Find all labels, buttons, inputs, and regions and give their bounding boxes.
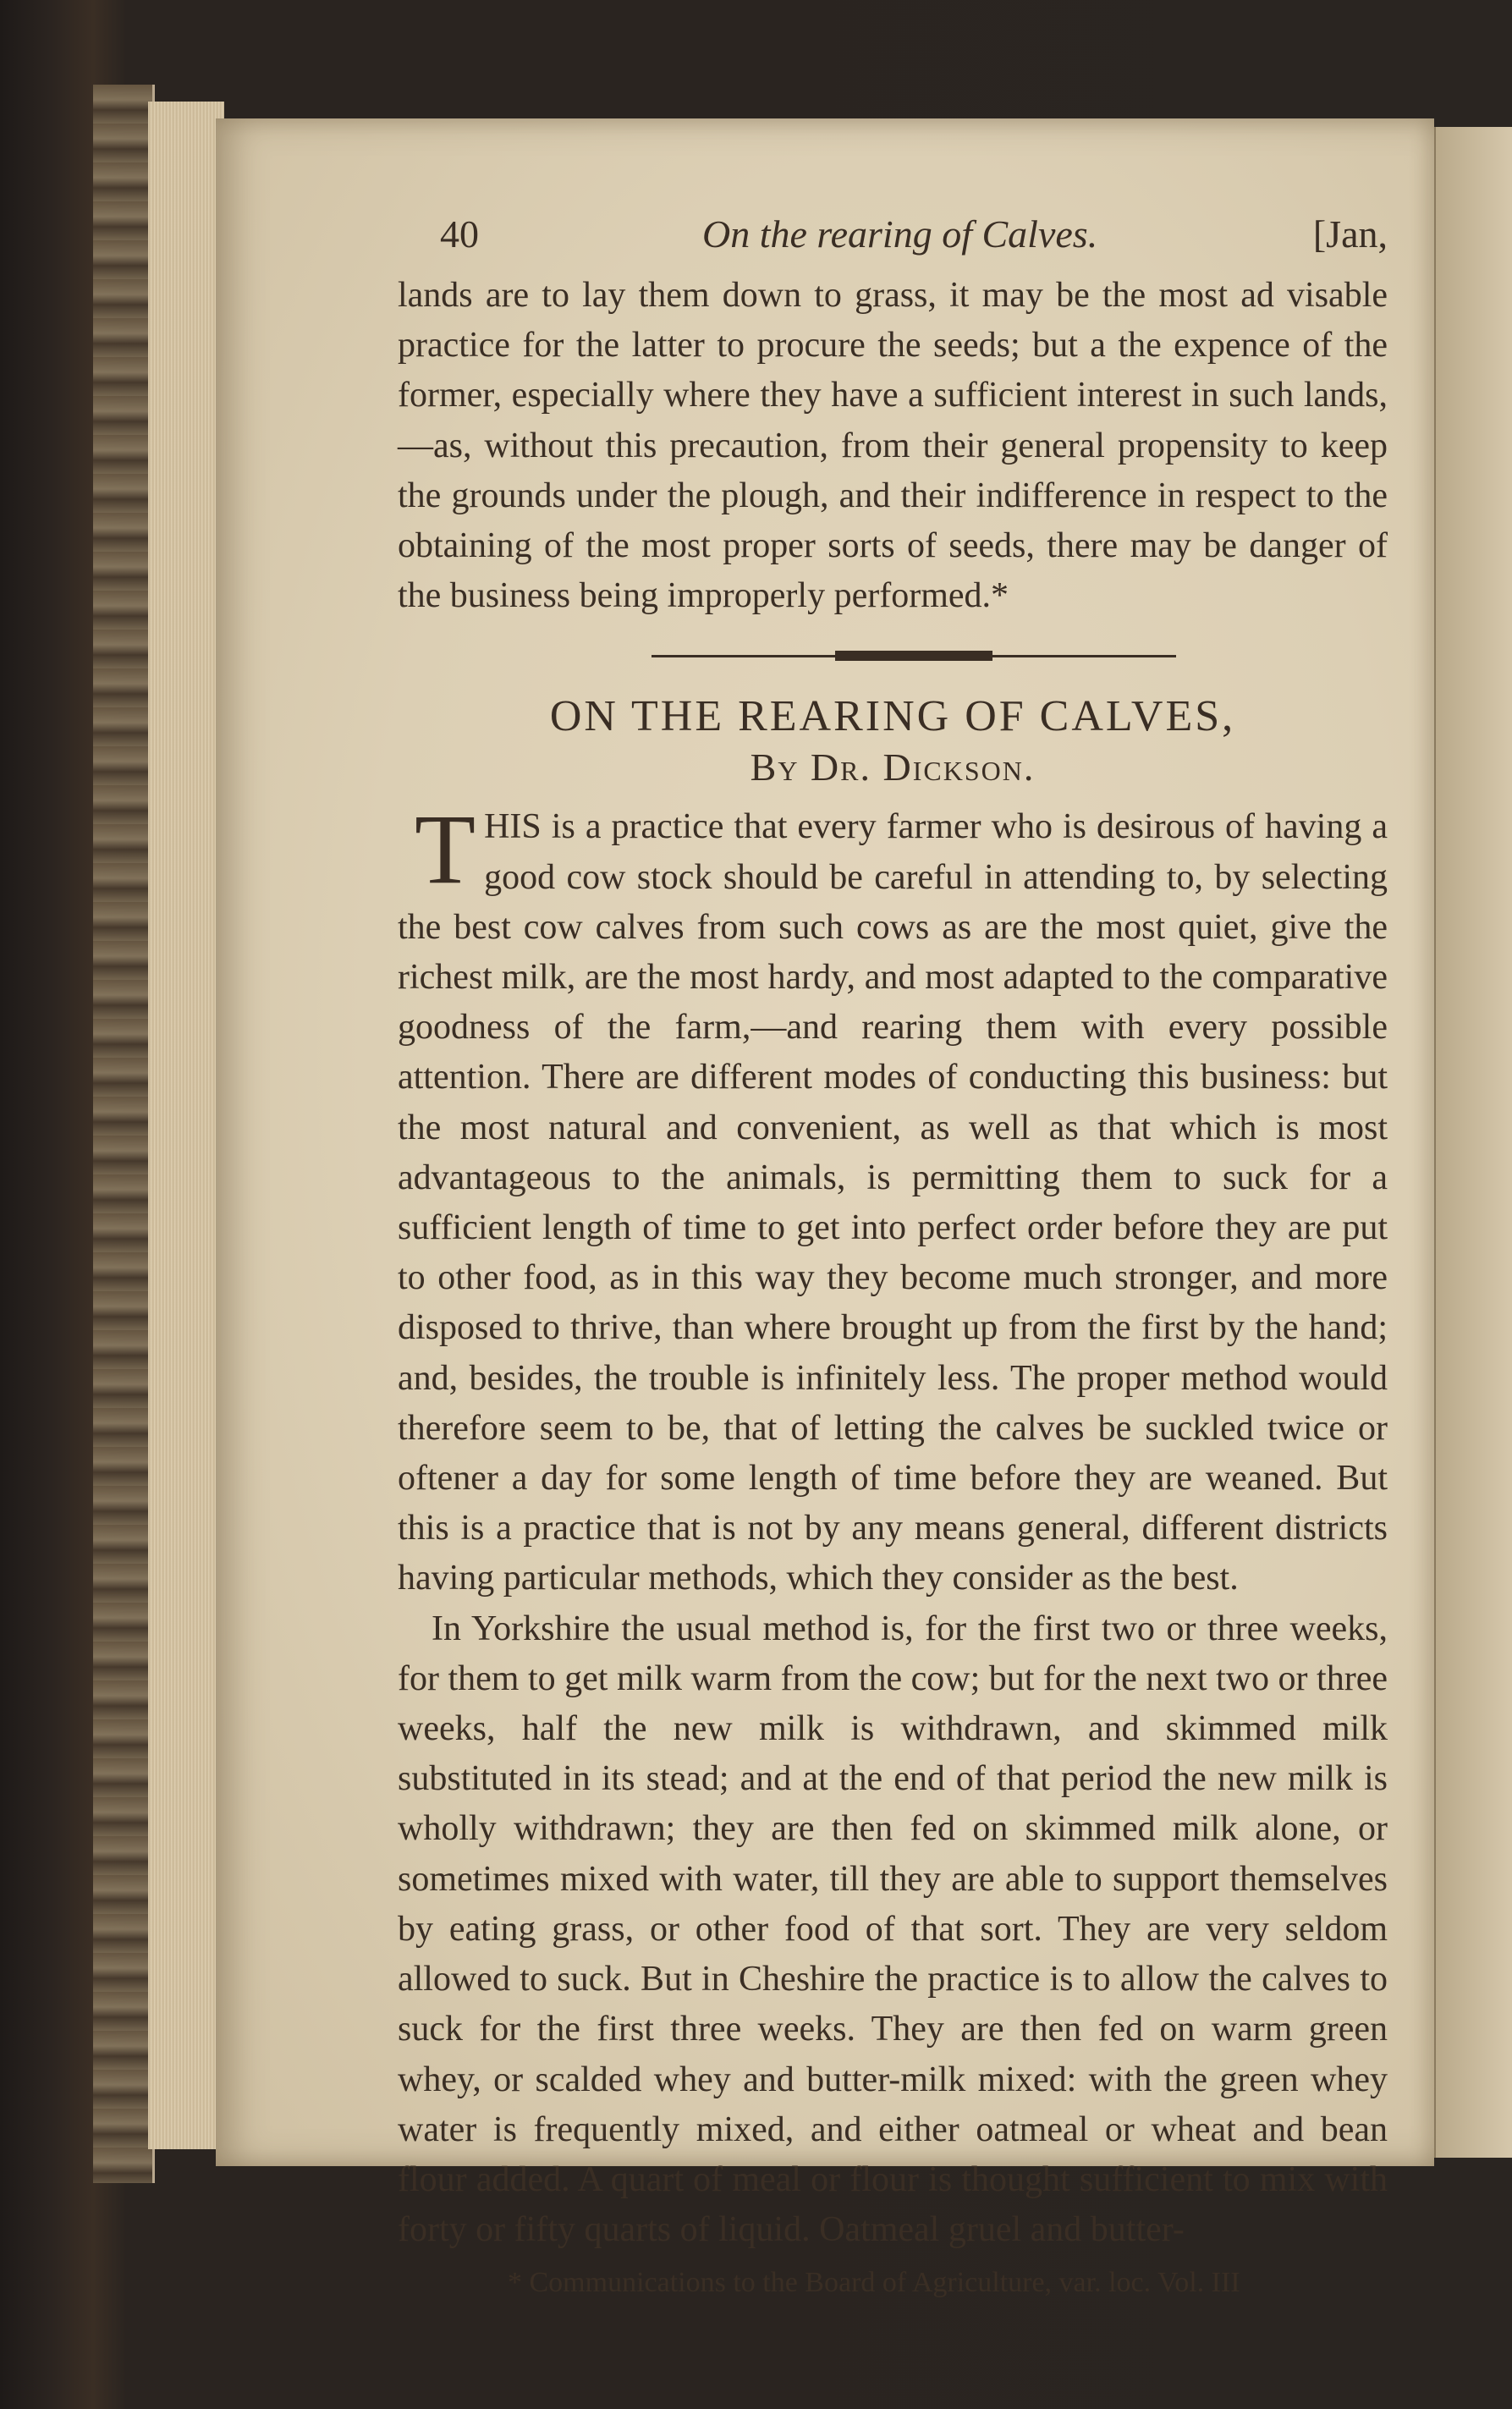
section-divider [652, 650, 1176, 662]
facing-page-edge [1434, 127, 1512, 2158]
page-number: 40 [440, 212, 479, 256]
article-paragraph-2: In Yorkshire the usual method is, for the first two or three weeks, for them to get milk warm from the cow; but for the next two or three weeks, half the new milk is withdrawn, and skimmed milk substituted in its stead; and at the end of that period the new milk is wholly withdrawn; they are then fed on skimmed milk alone, or sometimes mixed with water, till they are able to support themselves by eating grass, or other food of that sort. They are very seldom allowed to suck. But in Cheshire the practice is to allow the calves to suck for the first three weeks. They are then fed on warm green whey, or scalded whey and butter-milk mixed: with the green whey water is frequently mixed, and either oatmeal or wheat and bean flour added. A quart of meal or flour is thought sufficient to mix with forty or fifty quarts of liquid. Oatmeal gruel and butter- [398, 1609, 1388, 2250]
running-title: On the rearing of Calves. [702, 212, 1098, 256]
paragraph-1-text: HIS is a practice that every farmer who is desirous of having a good cow stock should be careful in attending to, by selecting the best cow calves from such cows as are the most quiet, give the richest milk, are the most hardy, and most adapted to the comparative goodness of the farm,—and rearing them with every possible attention. There are different modes of conducting this business: but the most natural and convenient, as well as that which is most advantageous to the animals, is permitting them to suck for a sufficient length of time to get into perfect order before they are put to other food, as in this way they become much stronger, and more disposed to thrive, than where brought up from the first by the hand; and, besides, the trouble is infinitely less. The proper method would therefore seem to be, that of letting the calves be suckled twice or oftener a day for some length of time before they are weaned. But this is a practice that is not by any means general, different districts having particular methods, which they consider as the best. [398, 807, 1388, 1598]
book-spine [93, 85, 155, 2183]
article-paragraph-1 [398, 794, 1388, 1603]
article-title: ON THE REARING OF CALVES, [549, 692, 1236, 741]
page-text-block [398, 212, 1388, 2328]
running-header [398, 212, 1388, 271]
footnote: * Communications to the Board of Agriculture, var. loc. Vol. III [508, 2267, 1240, 2299]
continued-paragraph: lands are to lay them down to grass, it may be the most ad visable practice for the latter to procure the seeds; but a the expence of the former, especially where they have a sufficient interest in such lands,—as, without this precaution, from their general propensity to keep the grounds under the plough, and their indifference in respect to the obtaining of the most proper sorts of seeds, there may be danger of the business being improperly performed.* [398, 276, 1388, 616]
header-month: [Jan, [1312, 212, 1388, 256]
drop-cap: T [415, 794, 476, 905]
article-byline: By Dr. Dickson. [750, 745, 1036, 789]
page-edges [148, 102, 224, 2149]
